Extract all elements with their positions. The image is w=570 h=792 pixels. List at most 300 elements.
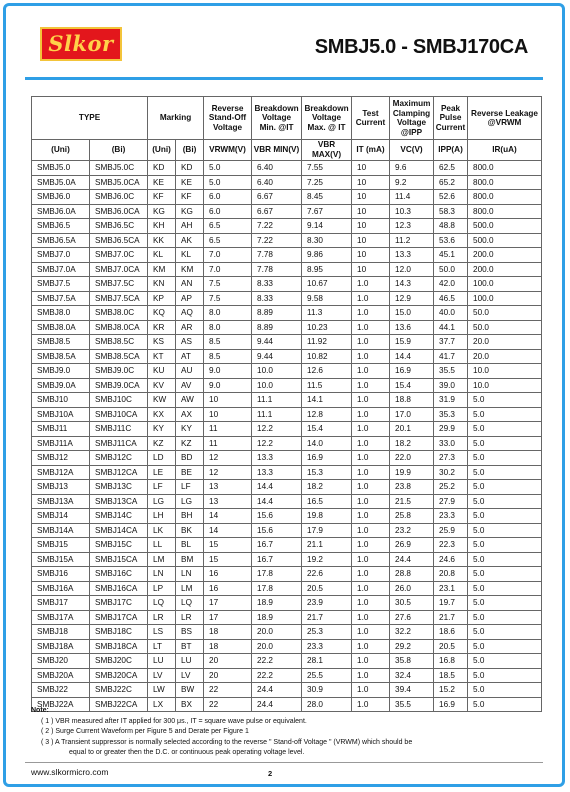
table-cell: 9.0 [204,378,252,393]
subheader-cell: VRWM(V) [204,140,252,161]
table-cell: 27.9 [434,494,468,509]
table-cell: 11.2 [390,233,434,248]
table-cell: SMBJ9.0C [90,364,148,379]
table-cell: 11.3 [302,306,352,321]
table-cell: 1.0 [352,335,390,350]
table-cell: SMBJ14A [32,523,90,538]
table-cell: 1.0 [352,697,390,712]
table-row [32,625,542,640]
table-cell: SMBJ22 [32,683,90,698]
table-cell: 27.6 [390,610,434,625]
table-cell: 22.2 [252,654,302,669]
table-cell: 800.0 [468,190,542,205]
table-cell: 45.1 [434,248,468,263]
table-cell: BM [176,552,204,567]
table-cell: BD [176,451,204,466]
table-cell: 1.0 [352,494,390,509]
table-cell: 5.0 [468,552,542,567]
table-row [32,639,542,654]
table-cell: 1.0 [352,277,390,292]
table-cell: AS [176,335,204,350]
table-cell: 15.2 [434,683,468,698]
table-cell: 17.0 [390,407,434,422]
table-row [32,219,542,234]
table-cell: KZ [148,436,176,451]
table-cell: 5.0 [468,509,542,524]
table-cell: 1.0 [352,581,390,596]
table-cell: 12 [204,465,252,480]
page-number: 2 [268,769,273,778]
table-cell: 1.0 [352,523,390,538]
table-cell: 32.4 [390,668,434,683]
table-cell: 1.0 [352,407,390,422]
table-cell: 19.2 [302,552,352,567]
table-row [32,277,542,292]
table-cell: SMBJ5.0CA [90,175,148,190]
table-cell: 14 [204,509,252,524]
table-cell: 24.4 [252,697,302,712]
header-divider [25,77,543,80]
table-cell: SMBJ7.5CA [90,291,148,306]
table-cell: 6.0 [204,204,252,219]
table-cell: 35.5 [390,697,434,712]
notes-title: Note: [31,707,49,714]
table-cell: 8.5 [204,335,252,350]
subheader-cell: (Uni) [32,140,90,161]
table-cell: SMBJ16 [32,567,90,582]
table-cell: LV [176,668,204,683]
table-cell: BE [176,465,204,480]
table-cell: 1.0 [352,625,390,640]
table-cell: KE [176,175,204,190]
table-cell: 7.78 [252,248,302,263]
table-cell: KE [148,175,176,190]
table-cell: LT [148,639,176,654]
subheader-cell: (Bi) [90,140,148,161]
table-row [32,291,542,306]
table-cell: SMBJ9.0CA [90,378,148,393]
table-row [32,480,542,495]
table-cell: KS [148,335,176,350]
table-cell: 5.0 [468,451,542,466]
table-cell: 22 [204,697,252,712]
table-cell: AP [176,291,204,306]
table-cell: 50.0 [434,262,468,277]
table-cell: 8.0 [204,320,252,335]
table-cell: 35.3 [434,407,468,422]
table-cell: 18.9 [252,610,302,625]
table-cell: 13.3 [390,248,434,263]
table-cell: SMBJ11C [90,422,148,437]
table-cell: 20 [204,668,252,683]
table-cell: 21.7 [434,610,468,625]
table-cell: 9.86 [302,248,352,263]
table-cell: 11 [204,422,252,437]
table-cell: 10 [204,407,252,422]
table-cell: 7.0 [204,262,252,277]
table-cell: SMBJ8.5A [32,349,90,364]
table-cell: 15.4 [390,378,434,393]
table-cell: KY [176,422,204,437]
table-row [32,552,542,567]
table-cell: 21.7 [302,610,352,625]
table-row [32,161,542,176]
table-cell: 23.3 [434,509,468,524]
table-cell: 5.0 [204,161,252,176]
table-cell: 18.9 [252,596,302,611]
table-cell: SMBJ10CA [90,407,148,422]
table-cell: 30.9 [302,683,352,698]
table-cell: 35.8 [390,654,434,669]
table-cell: SMBJ8.0A [32,320,90,335]
table-row [32,436,542,451]
table-cell: 17 [204,596,252,611]
header-clamping-voltage: Maximum Clamping Voltage @IPP [390,97,434,140]
table-row [32,581,542,596]
table-cell: 52.6 [434,190,468,205]
table-cell: SMBJ17CA [90,610,148,625]
table-cell: 13 [204,494,252,509]
table-cell: SMBJ18CA [90,639,148,654]
table-row [32,190,542,205]
table-cell: 35.5 [434,364,468,379]
table-cell: SMBJ16A [32,581,90,596]
table-row [32,175,542,190]
table-cell: SMBJ10C [90,393,148,408]
table-cell: SMBJ14 [32,509,90,524]
table-cell: 20.1 [390,422,434,437]
table-cell: AQ [176,306,204,321]
table-row [32,262,542,277]
table-cell: KD [148,161,176,176]
table-cell: 18.8 [390,393,434,408]
notes-section [31,706,412,759]
table-cell: KR [148,320,176,335]
table-cell: KW [148,393,176,408]
subheader-cell: IPP(A) [434,140,468,161]
table-cell: 500.0 [468,219,542,234]
table-cell: LG [176,494,204,509]
table-cell: LQ [148,596,176,611]
table-row [32,349,542,364]
table-cell: 8.30 [302,233,352,248]
table-cell: 9.14 [302,219,352,234]
table-cell: KG [176,204,204,219]
table-row [32,451,542,466]
table-row [32,320,542,335]
electrical-characteristics-table [31,96,542,712]
table-cell: 10.67 [302,277,352,292]
table-cell: 12.2 [252,436,302,451]
table-cell: 20 [204,654,252,669]
table-cell: 15.9 [390,335,434,350]
table-row [32,422,542,437]
table-cell: 100.0 [468,291,542,306]
table-cell: 13.3 [252,465,302,480]
subheader-cell: VC(V) [390,140,434,161]
table-cell: LS [148,625,176,640]
table-cell: LF [148,480,176,495]
table-cell: 19.8 [302,509,352,524]
table-cell: 19.7 [434,596,468,611]
table-cell: 21.1 [302,538,352,553]
table-cell: SMBJ20C [90,654,148,669]
table-cell: 17.8 [252,567,302,582]
table-cell: LR [176,610,204,625]
table-cell: 7.78 [252,262,302,277]
table-cell: KY [148,422,176,437]
table-cell: SMBJ7.5C [90,277,148,292]
table-row [32,654,542,669]
table-row [32,378,542,393]
table-cell: LU [176,654,204,669]
table-cell: 5.0 [468,494,542,509]
table-cell: 12.8 [302,407,352,422]
subheader-cell: VBR MAX(V) [302,140,352,161]
table-cell: 18 [204,639,252,654]
footer-divider [25,762,543,763]
table-row [32,668,542,683]
table-cell: 20.0 [252,625,302,640]
table-cell: 6.67 [252,190,302,205]
table-cell: 26.0 [390,581,434,596]
table-cell: 5.0 [468,683,542,698]
table-cell: 8.33 [252,277,302,292]
table-cell: 1.0 [352,291,390,306]
table-cell: 5.0 [468,581,542,596]
table-cell: SMBJ7.5 [32,277,90,292]
table-cell: 6.0 [204,190,252,205]
subheader-cell: IT (mA) [352,140,390,161]
table-cell: LP [148,581,176,596]
table-cell: 18.6 [434,625,468,640]
table-cell: LE [148,465,176,480]
table-cell: 22.2 [252,668,302,683]
table-cell: 23.3 [302,639,352,654]
table-cell: SMBJ8.0C [90,306,148,321]
table-cell: SMBJ6.5CA [90,233,148,248]
table-cell: 6.67 [252,204,302,219]
table-cell: 16.7 [252,538,302,553]
table-cell: 8.0 [204,306,252,321]
table-cell: SMBJ9.0A [32,378,90,393]
table-cell: 6.40 [252,161,302,176]
table-row [32,204,542,219]
table-cell: SMBJ8.0 [32,306,90,321]
table-cell: LQ [176,596,204,611]
table-cell: KL [148,248,176,263]
table-cell: 200.0 [468,262,542,277]
table-cell: 1.0 [352,451,390,466]
table-cell: 30.5 [390,596,434,611]
table-cell: 9.44 [252,335,302,350]
table-cell: 15 [204,552,252,567]
table-cell: 1.0 [352,596,390,611]
table-cell: 8.5 [204,349,252,364]
table-cell: LN [148,567,176,582]
table-cell: SMBJ10A [32,407,90,422]
table-cell: LK [148,523,176,538]
table-cell: 26.9 [390,538,434,553]
table-cell: SMBJ22C [90,683,148,698]
table-cell: 65.2 [434,175,468,190]
table-cell: LM [176,581,204,596]
document-title: SMBJ5.0 - SMBJ170CA [314,36,528,58]
table-cell: LF [176,480,204,495]
table-cell: SMBJ11CA [90,436,148,451]
table-cell: 1.0 [352,509,390,524]
table-cell: SMBJ6.0 [32,190,90,205]
table-cell: 32.2 [390,625,434,640]
table-cell: 24.6 [434,552,468,567]
table-cell: 19.9 [390,465,434,480]
table-cell: 20.0 [468,335,542,350]
table-cell: 11.1 [252,407,302,422]
table-cell: 30.2 [434,465,468,480]
table-cell: 14.4 [390,349,434,364]
table-cell: KQ [148,306,176,321]
table-cell: 500.0 [468,233,542,248]
table-cell: 9.44 [252,349,302,364]
table-cell: SMBJ5.0C [90,161,148,176]
table-cell: SMBJ6.0CA [90,204,148,219]
table-cell: LG [148,494,176,509]
table-cell: 12.3 [390,219,434,234]
table-cell: BK [176,523,204,538]
table-cell: 23.2 [390,523,434,538]
table-cell: SMBJ7.0 [32,248,90,263]
table-cell: 29.2 [390,639,434,654]
table-cell: 100.0 [468,277,542,292]
table-cell: 10.3 [390,204,434,219]
table-cell: BW [176,683,204,698]
table-cell: 11.4 [390,190,434,205]
table-cell: 1.0 [352,552,390,567]
header-type: TYPE [32,97,148,140]
table-cell: SMBJ20A [32,668,90,683]
slkor-logo: Slkor [40,27,122,61]
table-cell: SMBJ7.0A [32,262,90,277]
table-cell: SMBJ13C [90,480,148,495]
table-cell: 41.7 [434,349,468,364]
table-cell: SMBJ12 [32,451,90,466]
header-vbr-min: Breakdown Voltage Min. @IT [252,97,302,140]
table-cell: 1.0 [352,320,390,335]
table-cell: 8.89 [252,320,302,335]
table-cell: 5.0 [468,567,542,582]
table-cell: 7.22 [252,219,302,234]
table-cell: 5.0 [468,639,542,654]
table-cell: 15.3 [302,465,352,480]
table-cell: 23.8 [390,480,434,495]
table-cell: 23.1 [434,581,468,596]
table-cell: 11.5 [302,378,352,393]
table-row [32,407,542,422]
table-cell: 800.0 [468,204,542,219]
header-vrwm: Reverse Stand-Off Voltage [204,97,252,140]
table-cell: AV [176,378,204,393]
table-cell: 1.0 [352,465,390,480]
table-cell: 5.0 [468,422,542,437]
table-cell: 10 [352,190,390,205]
note-line: ( 1 ) VBR measured after IT applied for 300 μs., IT = square wave pulse or equivalent. [41,717,307,725]
table-cell: 14.3 [390,277,434,292]
table-cell: SMBJ14CA [90,523,148,538]
table-cell: 1.0 [352,364,390,379]
table-cell: 24.4 [390,552,434,567]
table-cell: SMBJ6.5 [32,219,90,234]
table-cell: BS [176,625,204,640]
table-cell: 20.5 [302,581,352,596]
table-cell: KF [148,190,176,205]
table-cell: 15.6 [252,509,302,524]
table-cell: 1.0 [352,639,390,654]
table-cell: SMBJ10 [32,393,90,408]
table-cell: KN [148,277,176,292]
table-cell: 5.0 [468,697,542,712]
table-cell: 6.5 [204,219,252,234]
table-cell: 7.55 [302,161,352,176]
table-cell: 17.8 [252,581,302,596]
table-cell: SMBJ18C [90,625,148,640]
table-cell: 33.0 [434,436,468,451]
table-cell: LD [148,451,176,466]
table-cell: AN [176,277,204,292]
table-cell: 46.5 [434,291,468,306]
table-cell: 5.0 [468,393,542,408]
table-cell: 11.92 [302,335,352,350]
table-cell: 21.5 [390,494,434,509]
table-cell: 20.0 [252,639,302,654]
table-cell: 42.0 [434,277,468,292]
table-cell: SMBJ18A [32,639,90,654]
table-cell: 28.1 [302,654,352,669]
table-cell: 800.0 [468,175,542,190]
table-cell: 29.9 [434,422,468,437]
table-row [32,233,542,248]
subheader-cell: (Bi) [176,140,204,161]
table-cell: 9.2 [390,175,434,190]
table-cell: LL [148,538,176,553]
table-cell: SMBJ8.5 [32,335,90,350]
header-marking: Marking [148,97,204,140]
table-cell: 14.4 [252,480,302,495]
table-cell: 13 [204,480,252,495]
subheader-row [32,140,542,161]
table-cell: 20.5 [434,639,468,654]
table-cell: 22.6 [302,567,352,582]
table-cell: KT [148,349,176,364]
table-cell: SMBJ16CA [90,581,148,596]
table-cell: LX [148,697,176,712]
header-reverse-leakage: Reverse Leakage @VRWM [468,97,542,140]
table-cell: KV [148,378,176,393]
table-cell: BT [176,639,204,654]
table-cell: 5.0 [468,538,542,553]
table-cell: 1.0 [352,567,390,582]
table-cell: 10 [204,393,252,408]
table-cell: 10 [352,248,390,263]
subheader-cell: (Uni) [148,140,176,161]
table-cell: 5.0 [468,407,542,422]
table-cell: 5.0 [468,654,542,669]
table-cell: AT [176,349,204,364]
table-cell: 12 [204,451,252,466]
table-cell: SMBJ11A [32,436,90,451]
table-cell: 9.6 [390,161,434,176]
table-cell: 6.5 [204,233,252,248]
table-cell: 5.0 [468,668,542,683]
